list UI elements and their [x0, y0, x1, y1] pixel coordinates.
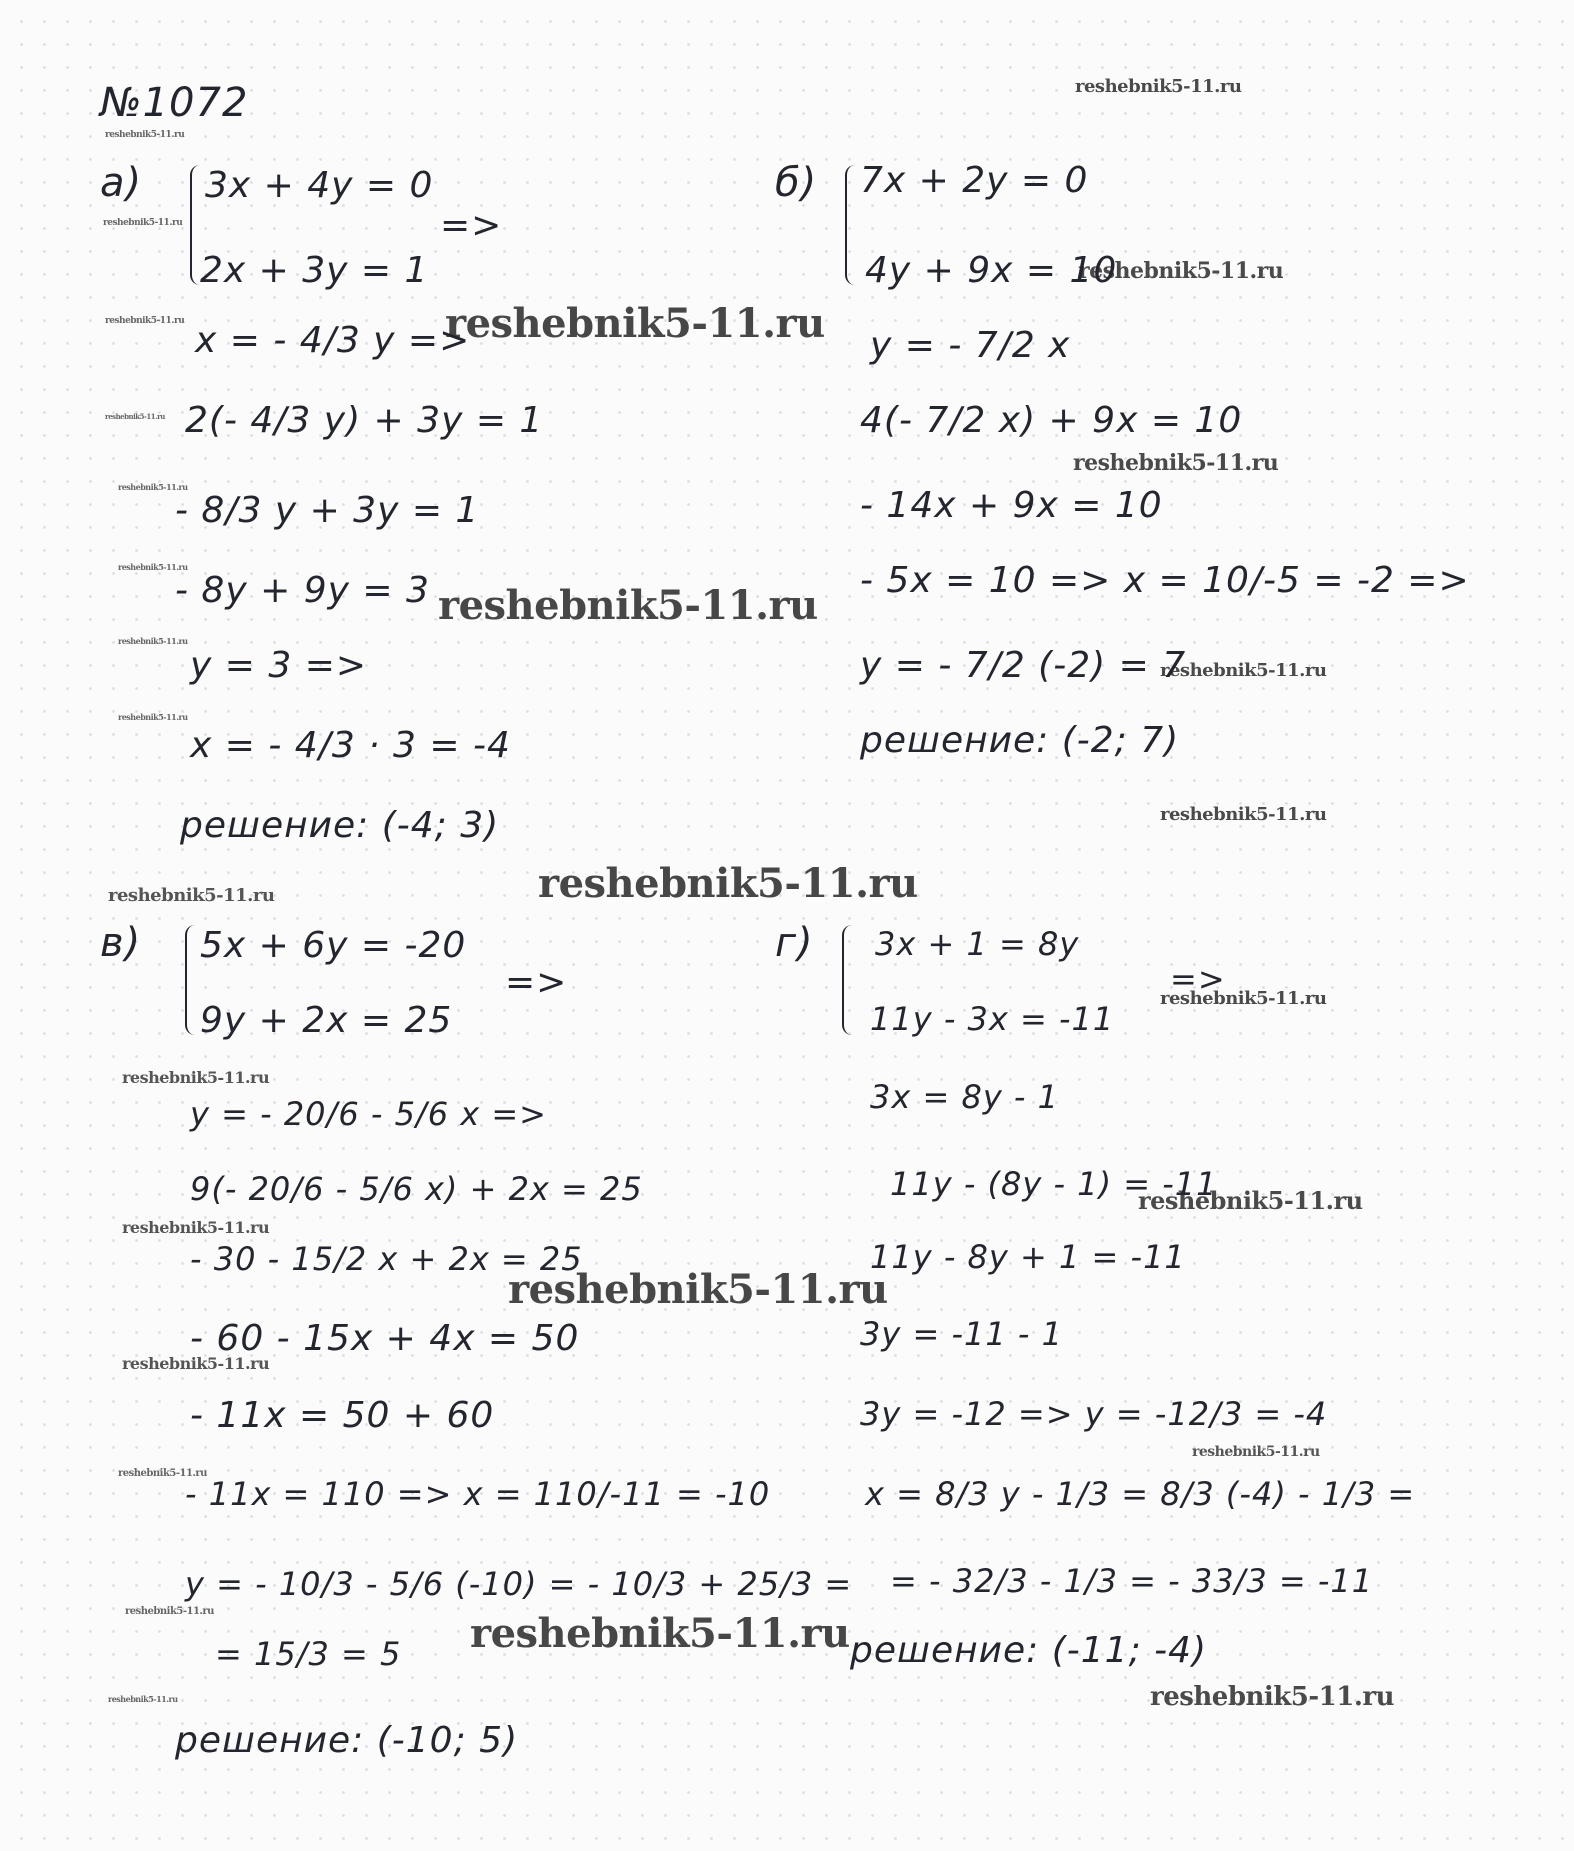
part-v-arrow: => — [505, 962, 568, 1003]
watermark: reshebnik5-11.ru — [1075, 76, 1242, 97]
part-b-eq2: 4y + 9x = 10 — [865, 250, 1118, 291]
part-a-label: а) — [100, 160, 143, 206]
part-v-line-8: = 15/3 = 5 — [215, 1635, 402, 1673]
watermark: reshebnik5-11.ru — [122, 1068, 270, 1087]
part-a-line-4: - 8y + 9y = 3 — [175, 570, 430, 611]
part-b-line-2: 4(- 7/2 x) + 9x = 10 — [860, 400, 1243, 441]
part-b-brace — [845, 165, 861, 285]
watermark: reshebnik5-11.ru — [105, 412, 165, 421]
part-v-line-6: - 11x = 110 => x = 110/-11 = -10 — [185, 1475, 771, 1513]
part-v-eq2: 9y + 2x = 25 — [200, 1000, 453, 1041]
problem-number: №1072 — [100, 80, 249, 126]
part-v-line-4: - 60 - 15x + 4x = 50 — [190, 1318, 580, 1359]
watermark: reshebnik5-11.ru — [1073, 450, 1279, 476]
watermark: reshebnik5-11.ru — [125, 1606, 214, 1617]
watermark: reshebnik5-11.ru — [118, 636, 188, 646]
watermark: reshebnik5-11.ru — [508, 1266, 888, 1313]
part-g-eq2: 11y - 3x = -11 — [870, 1000, 1115, 1038]
part-a-eq1: 3x + 4y = 0 — [205, 165, 434, 206]
part-v-line-1: y = - 20/6 - 5/6 x => — [190, 1095, 547, 1133]
watermark: reshebnik5-11.ru — [118, 482, 188, 492]
part-v-eq1: 5x + 6y = -20 — [200, 925, 467, 966]
watermark: reshebnik5-11.ru — [1138, 1186, 1363, 1215]
part-g-line-5: 3y = -12 => y = -12/3 = -4 — [860, 1395, 1328, 1433]
part-a-line-5: y = 3 => — [190, 645, 368, 686]
part-b-line-4: - 5x = 10 => x = 10/-5 = -2 => — [860, 560, 1470, 601]
part-g-line-1: 3x = 8y - 1 — [870, 1078, 1059, 1116]
part-b-eq1: 7x + 2y = 0 — [860, 160, 1089, 201]
part-a-line-3: - 8/3 y + 3y = 1 — [175, 490, 480, 531]
watermark: reshebnik5-11.ru — [470, 1610, 850, 1657]
part-b-line-5: y = - 7/2 (-2) = 7 — [860, 645, 1187, 686]
watermark: reshebnik5-11.ru — [103, 218, 183, 228]
watermark: reshebnik5-11.ru — [1160, 988, 1327, 1009]
part-b-line-1: y = - 7/2 x — [870, 325, 1071, 366]
watermark: reshebnik5-11.ru — [1160, 804, 1327, 825]
watermark: reshebnik5-11.ru — [118, 562, 188, 572]
watermark: reshebnik5-11.ru — [122, 1354, 270, 1373]
part-g-line-4: 3y = -11 - 1 — [860, 1315, 1063, 1353]
part-g-eq1: 3x + 1 = 8y — [875, 925, 1080, 963]
part-a-line-6: x = - 4/3 · 3 = -4 — [190, 725, 511, 766]
watermark: reshebnik5-11.ru — [438, 582, 818, 629]
watermark: reshebnik5-11.ru — [105, 316, 185, 326]
part-v-brace — [185, 925, 201, 1035]
part-a-line-1: x = - 4/3 y => — [195, 320, 471, 361]
part-g-label: г) — [775, 920, 814, 966]
part-a-eq2: 2x + 3y = 1 — [200, 250, 429, 291]
watermark: reshebnik5-11.ru — [1150, 1682, 1395, 1712]
watermark: reshebnik5-11.ru — [105, 130, 185, 140]
part-v-line-3: - 30 - 15/2 x + 2x = 25 — [190, 1240, 583, 1278]
part-g-line-6: x = 8/3 y - 1/3 = 8/3 (-4) - 1/3 = — [865, 1475, 1416, 1513]
part-v-label: в) — [100, 920, 142, 966]
watermark: reshebnik5-11.ru — [108, 1694, 178, 1704]
watermark: reshebnik5-11.ru — [1192, 1444, 1320, 1460]
watermark: reshebnik5-11.ru — [538, 860, 918, 907]
watermark: reshebnik5-11.ru — [122, 1218, 270, 1237]
part-a-answer: решение: (-4; 3) — [180, 805, 500, 846]
part-b-answer: решение: (-2; 7) — [860, 720, 1180, 761]
part-a-line-2: 2(- 4/3 y) + 3y = 1 — [185, 400, 544, 441]
watermark: reshebnik5-11.ru — [118, 1468, 207, 1479]
part-b-label: б) — [775, 160, 818, 206]
watermark: reshebnik5-11.ru — [108, 885, 275, 906]
watermark: reshebnik5-11.ru — [1160, 660, 1327, 681]
part-a-arrow: => — [440, 205, 503, 246]
part-g-arrow: => — [1170, 960, 1226, 998]
watermark: reshebnik5-11.ru — [118, 712, 188, 722]
part-g-line-7: = - 32/3 - 1/3 = - 33/3 = -11 — [890, 1562, 1374, 1600]
watermark: reshebnik5-11.ru — [445, 300, 825, 347]
part-g-answer: решение: (-11; -4) — [850, 1630, 1208, 1671]
part-g-line-2: 11y - (8y - 1) = -11 — [890, 1165, 1218, 1203]
part-g-line-3: 11y - 8y + 1 = -11 — [870, 1238, 1186, 1276]
part-v-answer: решение: (-10; 5) — [175, 1720, 519, 1761]
part-v-line-5: - 11x = 50 + 60 — [190, 1395, 495, 1436]
part-v-line-2: 9(- 20/6 - 5/6 x) + 2x = 25 — [190, 1170, 643, 1208]
watermark: reshebnik5-11.ru — [1078, 258, 1284, 284]
part-g-brace — [842, 925, 858, 1035]
part-b-line-3: - 14x + 9x = 10 — [860, 485, 1163, 526]
part-v-line-7: y = - 10/3 - 5/6 (-10) = - 10/3 + 25/3 = — [185, 1565, 853, 1603]
